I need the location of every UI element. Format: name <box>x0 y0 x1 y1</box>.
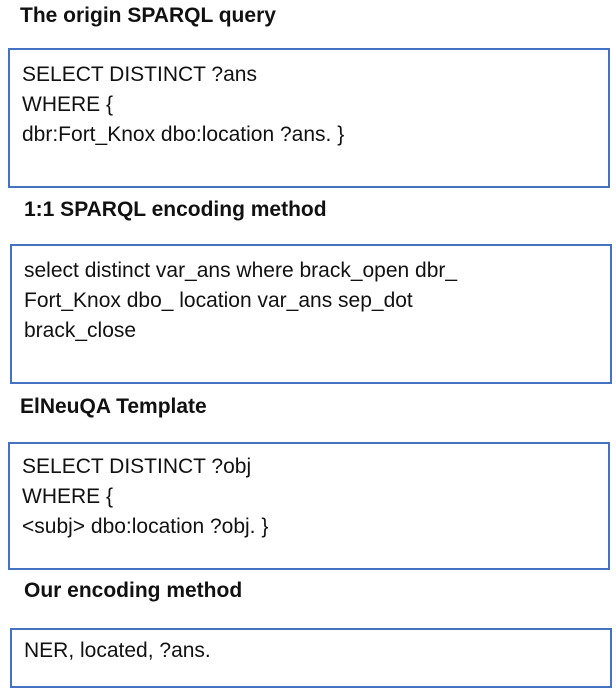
code-line: SELECT DISTINCT ?obj <box>22 455 252 478</box>
code-box-1to1-encoding <box>10 244 612 384</box>
code-line: brack_close <box>24 319 137 342</box>
code-line: SELECT DISTINCT ?ans <box>22 63 257 86</box>
code-box-elneuqa-template <box>8 442 610 570</box>
code-line: <subj> dbo:location ?obj. } <box>22 515 269 538</box>
code-line: NER, located, ?ans. <box>24 639 211 662</box>
code-line: dbr:Fort_Knox dbo:location ?ans. } <box>22 123 345 146</box>
section-heading-origin-query: The origin SPARQL query <box>20 4 276 27</box>
code-box-our-encoding <box>10 628 612 688</box>
code-line: select distinct var_ans where brack_open dbr_ <box>24 259 458 282</box>
code-line: WHERE { <box>22 485 114 508</box>
code-line: WHERE { <box>22 93 114 116</box>
section-heading-our-encoding: Our encoding method <box>24 579 243 602</box>
section-heading-elneuqa-template: ElNeuQA Template <box>20 395 207 418</box>
code-line: Fort_Knox dbo_ location var_ans sep_dot <box>24 289 413 312</box>
section-heading-1to1-encoding: 1:1 SPARQL encoding method <box>24 198 327 221</box>
code-box-origin-query <box>8 48 610 188</box>
